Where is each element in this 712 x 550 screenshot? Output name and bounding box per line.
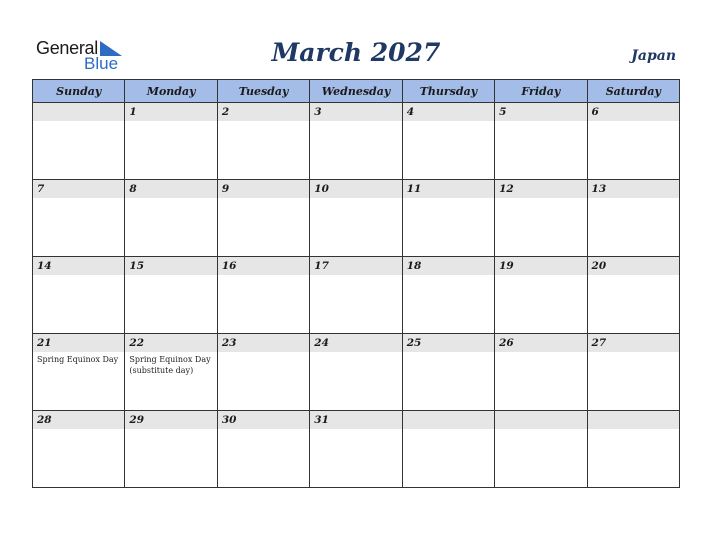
day-number: 27 <box>588 334 679 352</box>
day-cell <box>495 103 587 180</box>
holiday-label <box>403 121 494 123</box>
holiday-label <box>33 275 124 277</box>
day-number: 9 <box>218 180 309 198</box>
day-cell <box>402 103 494 180</box>
day-number: 8 <box>125 180 216 198</box>
holiday-label <box>310 352 401 354</box>
day-number: 11 <box>403 180 494 198</box>
day-cell <box>217 257 309 334</box>
logo-text-general: General <box>36 38 98 58</box>
day-cell <box>402 411 494 488</box>
day-number: 5 <box>495 103 586 121</box>
day-cell <box>310 334 402 411</box>
holiday-label <box>125 121 216 123</box>
day-number: 23 <box>218 334 309 352</box>
week-row <box>33 257 680 334</box>
day-cell <box>402 180 494 257</box>
week-row <box>33 180 680 257</box>
day-number: 28 <box>33 411 124 429</box>
holiday-label <box>403 352 494 354</box>
day-cell <box>125 180 217 257</box>
day-cell <box>33 411 125 488</box>
day-number: 12 <box>495 180 586 198</box>
day-cell <box>310 180 402 257</box>
country-label: Japan <box>631 48 676 64</box>
holiday-label <box>403 275 494 277</box>
holiday-label <box>495 121 586 123</box>
holiday-label <box>403 429 494 431</box>
holiday-label <box>33 198 124 200</box>
day-cell <box>587 103 679 180</box>
day-number <box>33 103 124 121</box>
day-cell <box>495 411 587 488</box>
holiday-label <box>588 429 679 431</box>
holiday-label <box>218 198 309 200</box>
weekday-header: Thursday <box>402 80 494 103</box>
day-cell <box>33 334 125 411</box>
day-number: 22 <box>125 334 216 352</box>
weekday-header: Saturday <box>587 80 679 103</box>
holiday-label <box>588 352 679 354</box>
day-cell <box>587 180 679 257</box>
day-number: 26 <box>495 334 586 352</box>
day-number: 16 <box>218 257 309 275</box>
day-cell <box>217 180 309 257</box>
week-row <box>33 334 680 411</box>
day-number: 30 <box>218 411 309 429</box>
holiday-label <box>403 198 494 200</box>
day-cell <box>495 257 587 334</box>
weekday-header: Tuesday <box>217 80 309 103</box>
holiday-label <box>33 121 124 123</box>
holiday-label <box>495 198 586 200</box>
day-number: 1 <box>125 103 216 121</box>
calendar-grid <box>32 79 680 488</box>
week-row <box>33 411 680 488</box>
day-number: 15 <box>125 257 216 275</box>
day-cell <box>495 334 587 411</box>
day-number: 25 <box>403 334 494 352</box>
weekday-header: Sunday <box>33 80 125 103</box>
holiday-label <box>310 429 401 431</box>
holiday-label: Spring Equinox Day <box>37 355 119 364</box>
holiday-label <box>310 121 401 123</box>
day-number: 7 <box>33 180 124 198</box>
day-number: 2 <box>218 103 309 121</box>
day-cell <box>217 334 309 411</box>
holiday-label <box>495 429 586 431</box>
week-row <box>33 103 680 180</box>
weekday-header-row <box>33 80 680 103</box>
day-cell <box>402 257 494 334</box>
holiday-label <box>588 198 679 200</box>
day-cell <box>310 411 402 488</box>
holiday-label: Spring Equinox Day (substitute day) <box>129 355 211 375</box>
weekday-header: Wednesday <box>310 80 402 103</box>
day-cell <box>217 103 309 180</box>
holiday-label <box>125 275 216 277</box>
day-cell <box>125 257 217 334</box>
holiday-label <box>125 429 216 431</box>
holiday-label <box>588 275 679 277</box>
holiday-label <box>310 275 401 277</box>
day-cell <box>310 257 402 334</box>
holiday-label <box>218 121 309 123</box>
holiday-label <box>218 352 309 354</box>
calendar-title: March 2027 <box>271 38 441 67</box>
day-number: 3 <box>310 103 401 121</box>
day-number: 31 <box>310 411 401 429</box>
day-number: 10 <box>310 180 401 198</box>
day-cell <box>310 103 402 180</box>
day-cell <box>33 180 125 257</box>
day-number <box>495 411 586 429</box>
day-number: 17 <box>310 257 401 275</box>
day-cell <box>217 411 309 488</box>
holiday-label <box>310 198 401 200</box>
holiday-label <box>125 198 216 200</box>
day-number: 6 <box>588 103 679 121</box>
weekday-header: Monday <box>125 80 217 103</box>
day-cell <box>495 180 587 257</box>
holiday-label <box>33 429 124 431</box>
holiday-label <box>495 352 586 354</box>
holiday-label <box>218 429 309 431</box>
day-number <box>403 411 494 429</box>
day-cell <box>125 103 217 180</box>
holiday-label <box>218 275 309 277</box>
day-number: 18 <box>403 257 494 275</box>
holiday-label <box>495 275 586 277</box>
weekday-header: Friday <box>495 80 587 103</box>
logo-text-blue: Blue <box>84 54 119 73</box>
day-cell <box>587 411 679 488</box>
day-number: 20 <box>588 257 679 275</box>
day-number: 24 <box>310 334 401 352</box>
day-cell <box>33 257 125 334</box>
day-number: 19 <box>495 257 586 275</box>
day-cell <box>33 103 125 180</box>
day-cell <box>587 334 679 411</box>
day-number <box>588 411 679 429</box>
day-number: 21 <box>33 334 124 352</box>
day-number: 13 <box>588 180 679 198</box>
day-cell <box>125 411 217 488</box>
day-cell <box>125 334 217 411</box>
day-number: 4 <box>403 103 494 121</box>
holiday-label <box>588 121 679 123</box>
day-number: 29 <box>125 411 216 429</box>
day-cell <box>587 257 679 334</box>
day-number: 14 <box>33 257 124 275</box>
day-cell <box>402 334 494 411</box>
